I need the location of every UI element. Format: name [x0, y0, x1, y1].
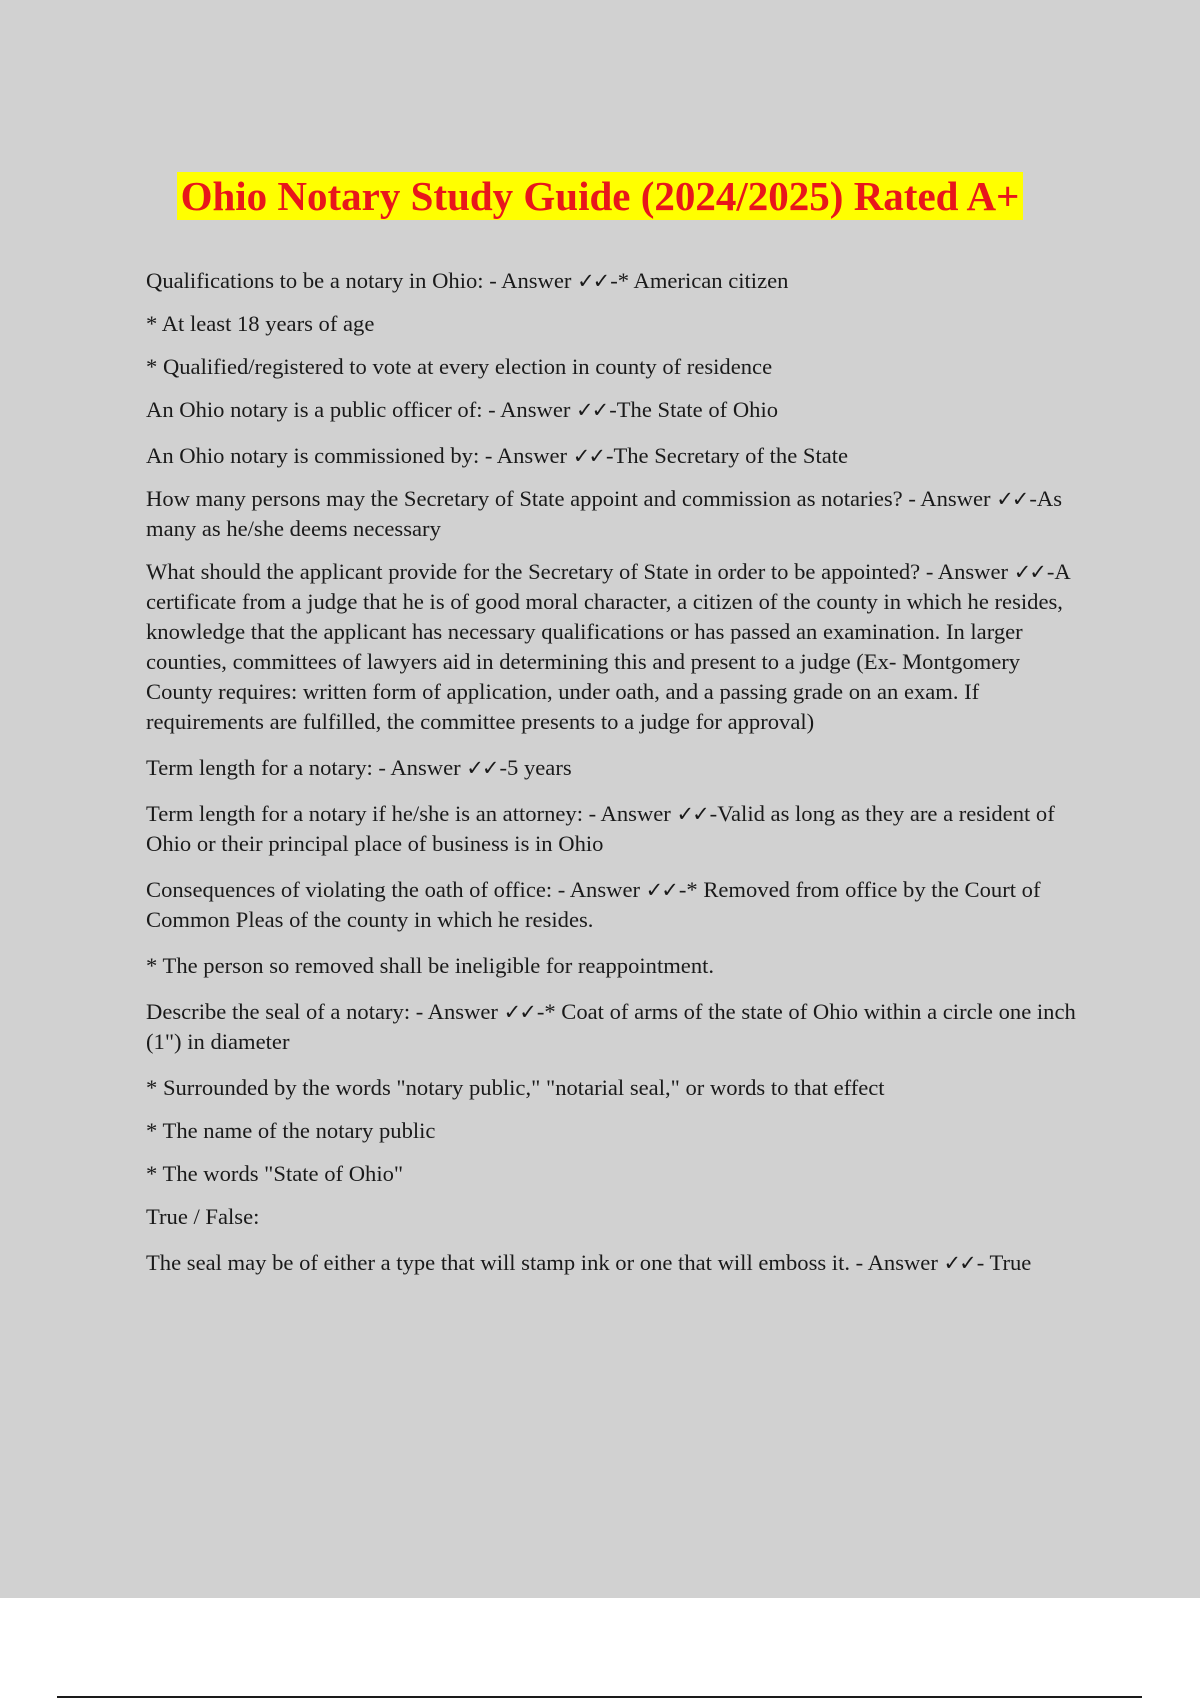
double-check-icon: ✓✓ — [676, 802, 708, 826]
title-wrapper — [0, 172, 1200, 220]
qa-consequences — [146, 875, 1086, 935]
question-text: Qualifications to be a notary in Ohio: - Answer — [146, 268, 578, 293]
answer-text: - True — [976, 1250, 1032, 1275]
question-text: What should the applicant provide for the Secretary of State in order to be appointed? - Answer — [146, 559, 1014, 584]
bullet-voter: * Qualified/registered to vote at every election in county of residence — [146, 354, 773, 379]
qa-seal-description — [146, 997, 1086, 1057]
qa-how-many — [146, 484, 1086, 544]
double-check-icon: ✓✓ — [466, 756, 498, 780]
question-text: How many persons may the Secretary of State appoint and commission as notaries? - Answer — [146, 486, 997, 511]
question-text: Term length for a notary: - Answer — [146, 755, 467, 780]
document-title: Ohio Notary Study Guide (2024/2025) Rated A+ — [177, 172, 1024, 220]
bullet-state-of-ohio: * The words "State of Ohio" — [146, 1161, 404, 1186]
answer-text: -As many as he/she deems necessary — [146, 486, 1063, 541]
answer-text: -5 years — [499, 755, 572, 780]
answer-text: -Valid as long as they are a resident of Ohio or their principal place of business is in Ohio — [146, 801, 1055, 856]
question-text: Consequences of violating the oath of office: - Answer — [146, 877, 646, 902]
double-check-icon: ✓✓ — [576, 398, 608, 422]
qa-seal-type — [146, 1248, 1086, 1278]
footer-divider — [57, 1696, 1142, 1698]
question-text: Describe the seal of a notary: - Answer — [146, 999, 504, 1024]
double-check-icon: ✓✓ — [996, 487, 1028, 511]
document-body — [146, 266, 1086, 1294]
bullet-surrounded: * Surrounded by the words "notary public," "notarial seal," or words to that effect — [146, 1075, 885, 1100]
answer-text: -* Removed from office by the Court of Common Pleas of the county in which he resides. — [146, 877, 1041, 932]
bullet-ineligible: * The person so removed shall be ineligible for reappointment. — [146, 953, 715, 978]
question-text: Term length for a notary if he/she is an attorney: - Answer — [146, 801, 677, 826]
answer-text: -* Coat of arms of the state of Ohio within a circle one inch (1") in diameter — [146, 999, 1076, 1054]
answer-text: -The State of Ohio — [609, 397, 779, 422]
qa-term-length — [146, 753, 1086, 783]
double-check-icon: ✓✓ — [577, 269, 609, 293]
true-false-heading: True / False: — [146, 1204, 260, 1229]
question-text: The seal may be of either a type that will stamp ink or one that will emboss it. - Answer — [146, 1250, 944, 1275]
double-check-icon: ✓✓ — [943, 1251, 975, 1275]
answer-text: -The Secretary of the State — [605, 443, 849, 468]
answer-text: -A certificate from a judge that he is of good moral character, a citizen of the county in which he resides, knowledge that the applicant has necessary qualifications or has passed an examination. In larger counties, committees of lawyers aid in determining this and present to a judge (Ex- Montgomery County requires: written form of application, under oath, and a passing grade on an exam. If requirements are fulfilled, the committee presents to a judge for approval) — [146, 559, 1070, 734]
qa-applicant-provide — [146, 557, 1086, 737]
double-check-icon: ✓✓ — [1013, 560, 1045, 584]
double-check-icon: ✓✓ — [645, 878, 677, 902]
qa-public-officer — [146, 395, 1086, 425]
question-text: An Ohio notary is commissioned by: - Answer — [146, 443, 573, 468]
double-check-icon: ✓✓ — [572, 444, 604, 468]
answer-text: -* American citizen — [610, 268, 789, 293]
qa-commissioned-by — [146, 441, 1086, 471]
question-text: An Ohio notary is a public officer of: - Answer — [146, 397, 577, 422]
qa-qualifications — [146, 266, 1086, 296]
qa-term-attorney — [146, 799, 1086, 859]
double-check-icon: ✓✓ — [503, 1000, 535, 1024]
bullet-age: * At least 18 years of age — [146, 311, 375, 336]
bullet-notary-name: * The name of the notary public — [146, 1118, 436, 1143]
